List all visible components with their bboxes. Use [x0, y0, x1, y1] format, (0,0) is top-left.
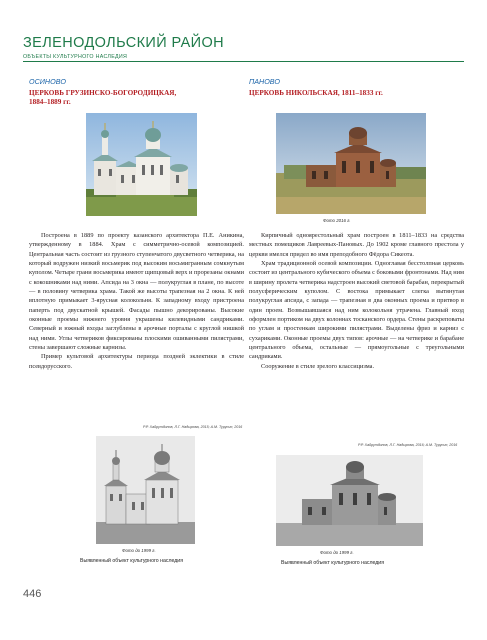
paragraph: Сооружение в стиле зрелого классицизма.	[261, 362, 375, 370]
panovo-heritage-status: Выявленный объект культурного наследия	[281, 560, 385, 566]
place-name-panovo: ПАНОВО	[249, 77, 281, 86]
osinovo-church-photo	[86, 113, 197, 216]
osinovo-archive-photo	[96, 436, 195, 544]
osinovo-church-illustration	[86, 113, 197, 216]
panovo-photo-credit: Р.Р. Хайрутдинов, Л.Г. Надырова, 2016; А.М. Турусин, 2016	[358, 443, 458, 447]
osinovo-archive-illustration	[96, 436, 195, 544]
header-divider	[23, 61, 464, 62]
panovo-description	[249, 231, 464, 371]
panovo-archive-illustration	[276, 455, 423, 546]
section-subtitle: ОБЪЕКТЫ КУЛЬТУРНОГО НАСЛЕДИЯ	[23, 54, 128, 60]
paragraph: Кирпичный одноярестольный храм построен в 1811–1833 на средства местных помещиков Лавреевых-Пановых. До 1902 кроме главного престола у церкви имелся придел во имя преподобного Фёдора Сикеота.	[249, 232, 464, 258]
osinovo-archive-caption: Фото до 1999 г.	[122, 548, 156, 553]
church-title-panovo: ЦЕРКОВЬ НИКОЛЬСКАЯ, 1811–1833 гг.	[249, 89, 383, 97]
paragraph: Построена в 1889 по проекту казанского архитектора П.Е. Аникина, утвержденному в 1884. Храм с симметрично-осевой композицией. Центральная часть состоит из грузного ступенчатого двусветного четверика, на который водружен низкий восьмерик под высоким восьмигранным сомкнутым куполом. Четыре грани восьмерика имеют щипцовый верх и прорезаны окнами с кокошниками над ними. Апсида на 3 окна — полукруглая в плане, по высоте — в половину четверика храма. Такой же высоты трапезная на 2 окна. К ней вплотную примыкает 3-ярусная колокольня. К западному входу пристроена паперть под двускатной крышей. Фасады пышно декорированы. Высокие оконные проемы нижнего уровня украшены килевидными сандриками. Северный и южный входы заглублены в арочные порталы с круглой нишкой над ними. Углы четвериков фиксированы плоскими ошиванными пилястрами, стены завершают сложные карнизы.	[29, 232, 244, 352]
paragraph: Храм традиционной осевой композиции. Одноглавая бесстолпная церковь состоит из центрального кубического объема с боковыми фронтонами. Над ним в ширину пролета четверика надстроен высокий световой барабан, перекрытый полусферическим куполом. С востока примыкает слегка вытянутая полукруглая апсида, с запада — трапезная в два оконных проема и притвор в один проем. Возвышавшаяся над ним колокольня утрачена. Главный вход оформлен портиком на двух колоннах тосканского ордера. Стены раскреповаты по углам и простенкам широкими пилястрами. Выделены фриз и карниз с сухариками. Оконные проемы двух типов: арочные — на четверике и барабане центрального объема, остальные — прямоугольные с треугольными сандриками.	[249, 260, 464, 361]
panovo-church-photo	[276, 113, 426, 214]
church-dates: 1884–1889 гг.	[29, 98, 71, 106]
panovo-archive-caption: Фото до 1999 г.	[320, 550, 354, 555]
church-title-osinovo	[29, 89, 244, 107]
panovo-photo-caption: Фото 2016 г.	[323, 218, 351, 223]
page-number: 446	[23, 588, 42, 600]
panovo-church-illustration	[276, 113, 426, 214]
district-title: ЗЕЛЕНОДОЛЬСКИЙ РАЙОН	[23, 35, 225, 51]
church-title-line: ЦЕРКОВЬ ГРУЗИНСКО-БОГОРОДИЦКАЯ,	[29, 89, 177, 97]
paragraph: Пример культовой архитектуры периода поздней эклектики в стиле псевдорусского.	[29, 353, 244, 370]
panovo-archive-photo	[276, 455, 423, 546]
place-name-osinovo: ОСИНОВО	[29, 77, 66, 86]
osinovo-description	[29, 231, 244, 371]
osinovo-heritage-status: Выявленный объект культурного наследия	[80, 558, 184, 564]
osinovo-photo-credit: Р.Р. Хайрутдинов, Л.Г. Надырова, 2015; А.М. Турусин, 2016	[143, 425, 243, 429]
